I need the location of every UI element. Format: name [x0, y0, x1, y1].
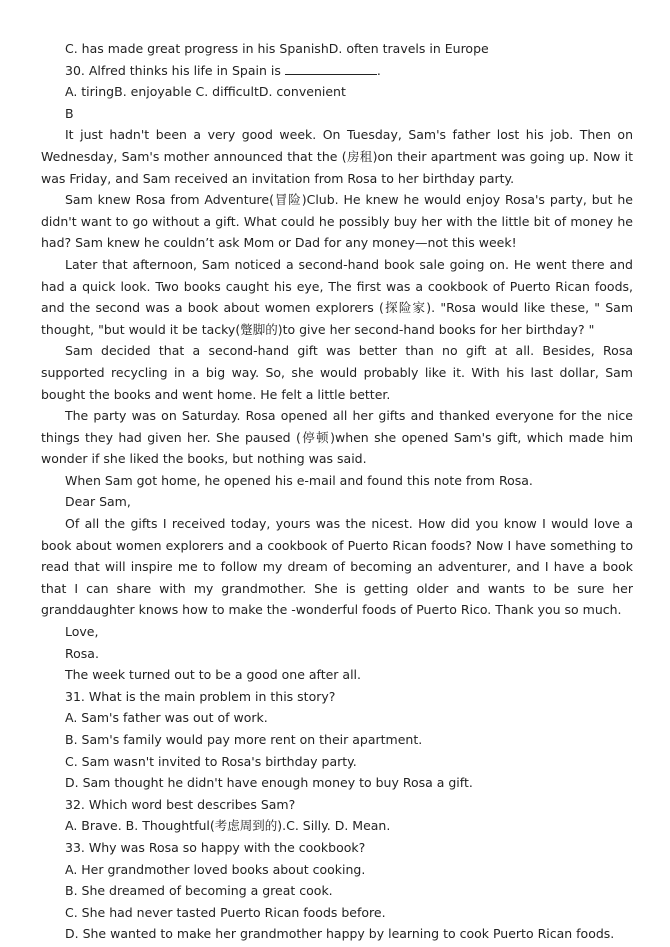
q33-option-d: D. She wanted to make her grandmother happy by learning to cook Puerto Rican foods.: [65, 926, 615, 942]
passage-paragraph-4: Sam decided that a second-hand gift was better than no gift at all. Besides, Rosa supported recycling in a big way. So, she would probably like it. With his last dollar, Sam bought the books and went home. He felt a little better.: [41, 343, 633, 402]
passage-paragraph-1: It just hadn't been a very good week. On Tuesday, Sam's father lost his job. Then on Wednesday, Sam's mother announced that the (房租)on their apartment was going up. Now it was Friday, and Sam received an invitation from Rosa to her birthday party.: [41, 127, 633, 186]
q30-stem: [41, 60, 633, 82]
q33-option-a: A. Her grandmother loved books about cooking.: [65, 861, 366, 877]
passage-paragraph-2: Sam knew Rosa from Adventure(冒险)Club. He knew he would enjoy Rosa's party, but he didn't want to go without a gift. What could he possibly buy her with the little bit of money he had? Sam knew he couldn’t ask Mom or Dad for any money—not this week!: [41, 192, 633, 251]
passage-paragraph-5: The party was on Saturday. Rosa opened all her gifts and thanked everyone for the nice things they had given her. She paused (停顿)when she opened Sam's gift, which made him wonder if she liked the books, but nothing was said.: [41, 408, 633, 467]
document-page: [41, 38, 633, 945]
q31-option-d: D. Sam thought he didn't have enough money to buy Rosa a gift.: [65, 775, 473, 791]
letter-closing: Love,: [65, 624, 99, 640]
q29-options-cd: C. has made great progress in his SpanishD. often travels in Europe: [65, 41, 489, 56]
q31-stem: 31. What is the main problem in this story?: [65, 688, 336, 704]
q30-stem-end: .: [376, 62, 381, 78]
q31-option-a: A. Sam's father was out of work.: [65, 710, 268, 726]
letter-greeting: Dear Sam,: [65, 494, 131, 510]
q31-option-b: B. Sam's family would pay more rent on their apartment.: [65, 732, 423, 747]
letter-signature: Rosa.: [65, 645, 99, 661]
section-label: B: [65, 105, 74, 121]
q33-stem: 33. Why was Rosa so happy with the cookbook?: [65, 839, 366, 855]
q31-option-c: C. Sam wasn't invited to Rosa's birthday party.: [65, 753, 357, 769]
passage-final-line: The week turned out to be a good one after all.: [65, 667, 361, 683]
q33-option-b: B. She dreamed of becoming a great cook.: [65, 883, 333, 899]
passage-paragraph-6: When Sam got home, he opened his e-mail and found this note from Rosa.: [65, 472, 533, 488]
answer-blank: [285, 61, 377, 75]
q33-option-c: C. She had never tasted Puerto Rican foods before.: [65, 904, 386, 920]
letter-body: Of all the gifts I received today, yours was the nicest. How did you know I would love a book about women explorers and a cookbook of Puerto Rican foods? Now I have something to read that will inspire me to follow my dream of becoming an adventurer, and I have a book that I can share with my grandmother. She is getting older and wants to be sure her granddaughter knows how to make the -wonderful foods of Puerto Rico. Thank you so much.: [41, 516, 633, 618]
passage-paragraph-3: Later that afternoon, Sam noticed a second-hand book sale going on. He went there and had a quick look. Two books caught his eye, The first was a cookbook of Puerto Rican foods, and the second was a book about women explorers (探险家). "Rosa would like these, " Sam thought, "but would it be tacky(蹩脚的)to give her second-hand books for her birthday? ": [41, 256, 633, 337]
q32-stem: 32. Which word best describes Sam?: [65, 796, 296, 812]
q30-stem-text: 30. Alfred thinks his life in Spain is: [65, 62, 285, 78]
q32-options: A. Brave. B. Thoughtful(考虑周到的).C. Silly. D. Mean.: [65, 818, 391, 834]
q30-options: A. tiringB. enjoyable C. difficultD. convenient: [65, 84, 346, 100]
